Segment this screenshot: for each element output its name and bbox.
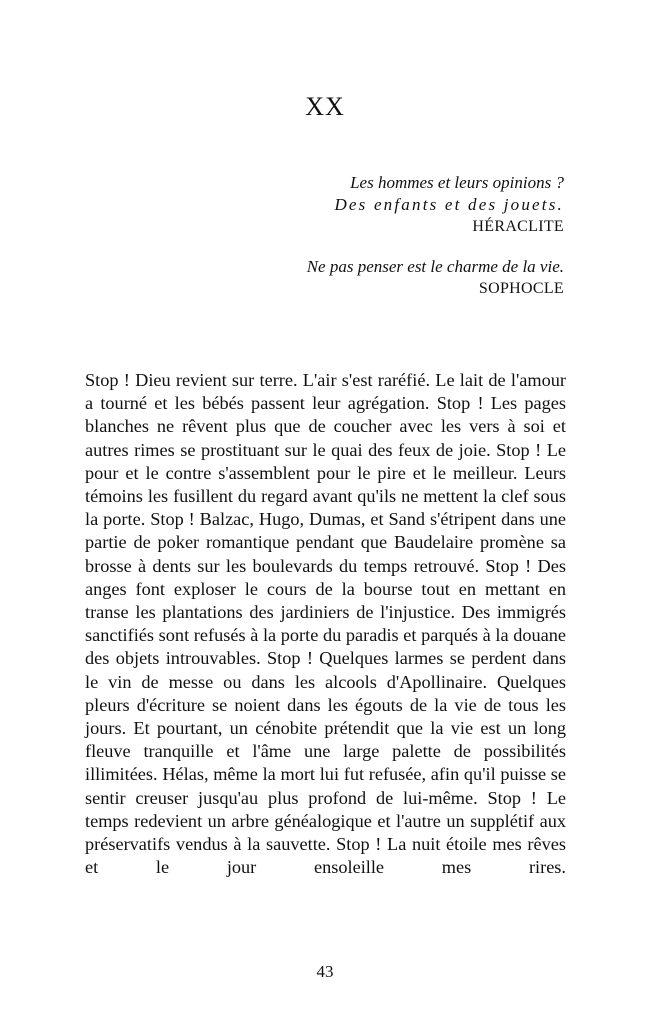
epigraph-line: Des enfants et des jouets.	[334, 195, 564, 214]
epigraph-line: Les hommes et leurs opinions ?	[350, 173, 564, 192]
page-number: 43	[316, 962, 334, 981]
epigraph-author: SOPHOCLE	[478, 280, 564, 297]
body-paragraph: Stop ! Dieu revient sur terre. L'air s'est raréfié. Le lait de l'amour a tourné et les bébés passent leur agrégation. Stop ! Les pages blanches ne rêvent plus que de coucher avec les vers à soi et autres rimes se prostituant sur le quai des feux de joie. Stop ! Le pour et le contre s'assemblent pour le pire et le meilleur. Leurs témoins les fusillent du regard avant qu'ils ne mettent la clef sous la porte. Stop ! Balzac, Hugo, Dumas, et Sand s'étripent dans une partie de poker romantique pendant que Baudelaire promène sa brosse à dents sur les boulevards du temps retrouvé. Stop ! Des anges font exploser le cours de la bourse tout en mettant en transe les plantations des jardiniers de l'injustice. Des immigrés sanctifiés sont refusés à la porte du paradis et parqués à la douane des objets introuvables. Stop ! Quelques larmes se perdent dans le vin de messe ou dans les alcools d'Apollinaire. Quelques pleurs d'écriture se noient dans les égouts de la vie de tous les jours. Et pourtant, un cénobite prétendit que la vie est un long fleuve tranquille et l'âme une large palette de possibilités illimitées. Hélas, même la mort lui fut refusée, afin qu'il puisse se sentir creuser jusqu'au plus profond de lui-même. Stop ! Le temps redevient un arbre généalogique et l'autre un supplétif aux préservatifs vendus à la sauvette. Stop ! La nuit étoile mes rêves et le jour ensoleille mes rires.	[85, 370, 566, 878]
epigraph-heraclite	[334, 172, 564, 238]
epigraph-line: Ne pas penser est le charme de la vie.	[306, 257, 564, 276]
epigraph-author: HÉRACLITE	[472, 218, 564, 235]
chapter-title: XX	[305, 92, 345, 121]
epigraph-sophocle	[307, 256, 564, 300]
